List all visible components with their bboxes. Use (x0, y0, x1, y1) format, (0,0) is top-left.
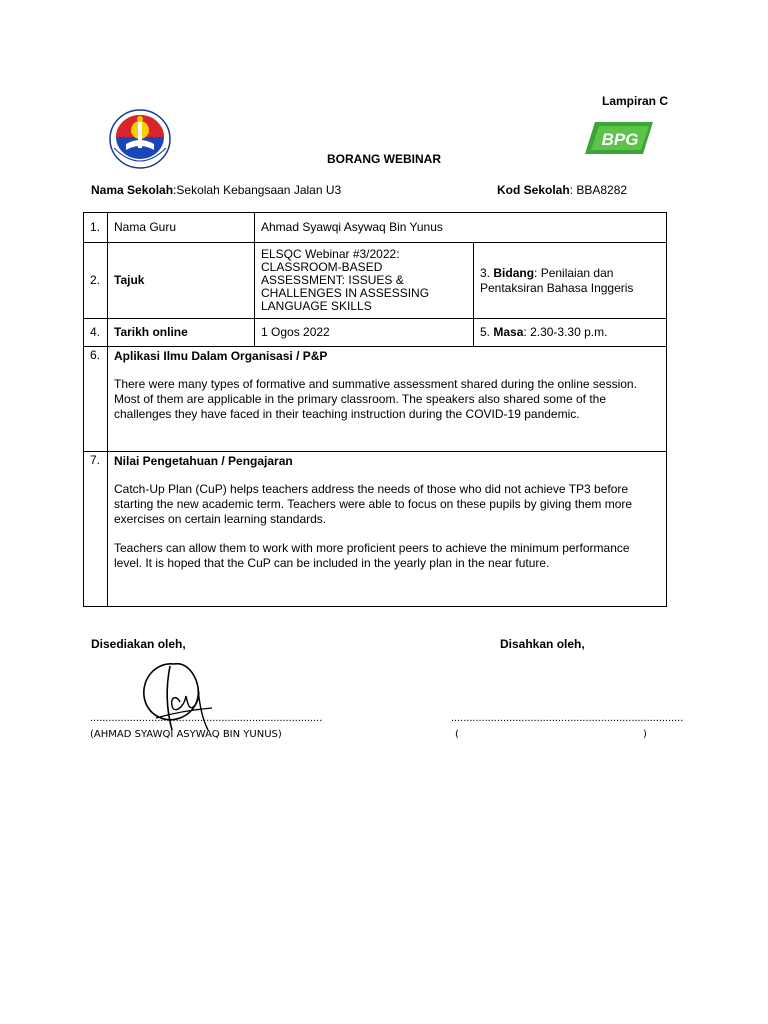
row-number: 6. (84, 347, 108, 452)
title-value: ELSQC Webinar #3/2022: CLASSROOM-BASED ASSESSMENT: ISSUES & CHALLENGES IN ASSESSING LANGUAGE SKILLS (255, 243, 474, 319)
school-code-value: BBA8282 (576, 183, 628, 197)
webinar-form-table (83, 212, 667, 607)
field-number: 3. (480, 265, 491, 280)
table-row (84, 347, 667, 452)
table-row (84, 213, 667, 243)
application-paragraph: There were many types of formative and summative assessment shared during the online session. Most of them are applicable in the primary classroom. The speakers also shared some of the challenges they have faced in their teaching instruction during the COVID-19 pandemic. (114, 377, 637, 421)
row-number: 7. (84, 452, 108, 607)
bpg-logo (585, 120, 655, 156)
prepared-by-label: Disediakan oleh, (91, 637, 186, 651)
knowledge-paragraph-1: Catch-Up Plan (CuP) helps teachers address the needs of those who did not achieve TP3 before starting the new academic term. Teachers were able to focus on these pupils by giving them more exercises on certain learning standards. (114, 482, 633, 526)
table-row (84, 243, 667, 319)
school-name-line: Nama Sekolah:Sekolah Kebangsaan Jalan U3 (91, 183, 342, 197)
knowledge-section (108, 452, 667, 607)
row-number: 4. (84, 319, 108, 347)
date-value: 1 Ogos 2022 (255, 319, 474, 347)
table-row (84, 452, 667, 607)
approved-name-close: ) (643, 729, 647, 740)
teacher-name-value: Ahmad Syawqi Asywaq Bin Yunus (255, 213, 667, 243)
lampiran-label: Lampiran C (602, 94, 669, 108)
approved-name-open: ( (455, 729, 459, 740)
teacher-name-label: Nama Guru (108, 213, 255, 243)
school-name-label: Nama Sekolah (91, 183, 174, 197)
approved-by-label: Disahkan oleh, (500, 637, 585, 651)
prepared-name: (AHMAD SYAWQI ASYWAQ BIN YUNUS) (90, 729, 282, 740)
school-name-value: Sekolah Kebangsaan Jalan U3 (176, 183, 342, 197)
application-section (108, 347, 667, 452)
knowledge-heading: Nilai Pengetahuan / Pengajaran (114, 454, 293, 468)
form-title: BORANG WEBINAR (327, 152, 441, 166)
time-label: Masa (493, 325, 524, 339)
svg-text:BPG: BPG (601, 130, 639, 149)
school-code-label: Kod Sekolah (497, 183, 570, 197)
knowledge-paragraph-2: Teachers can allow them to work with more proficient peers to achieve the minimum performance level. It is hoped that the CuP can be included in the yearly plan in the near future. (114, 541, 630, 570)
row-number: 2. (84, 243, 108, 319)
field-label: Bidang (493, 265, 535, 280)
title-label: Tajuk (108, 243, 255, 319)
time-cell: 5. Masa: 2.30-3.30 p.m. (474, 319, 667, 347)
time-number: 5. (480, 325, 491, 339)
approved-signature-line: ............................................................................ (451, 712, 684, 724)
table-row (84, 319, 667, 347)
row-number: 1. (84, 213, 108, 243)
time-value: 2.30-3.30 p.m. (530, 325, 608, 339)
school-code-line: Kod Sekolah: BBA8282 (497, 183, 628, 197)
application-heading: Aplikasi Ilmu Dalam Organisasi / P&P (114, 349, 328, 363)
handwritten-signature (136, 656, 226, 736)
field-value: Penilaian dan Pentaksiran Bahasa Inggeris (480, 265, 634, 295)
field-cell: 3. Bidang: Penilaian dan Pentaksiran Bahasa Inggeris (474, 243, 667, 319)
date-label: Tarikh online (108, 319, 255, 347)
prepared-signature-line: ............................................................................ (90, 712, 323, 724)
